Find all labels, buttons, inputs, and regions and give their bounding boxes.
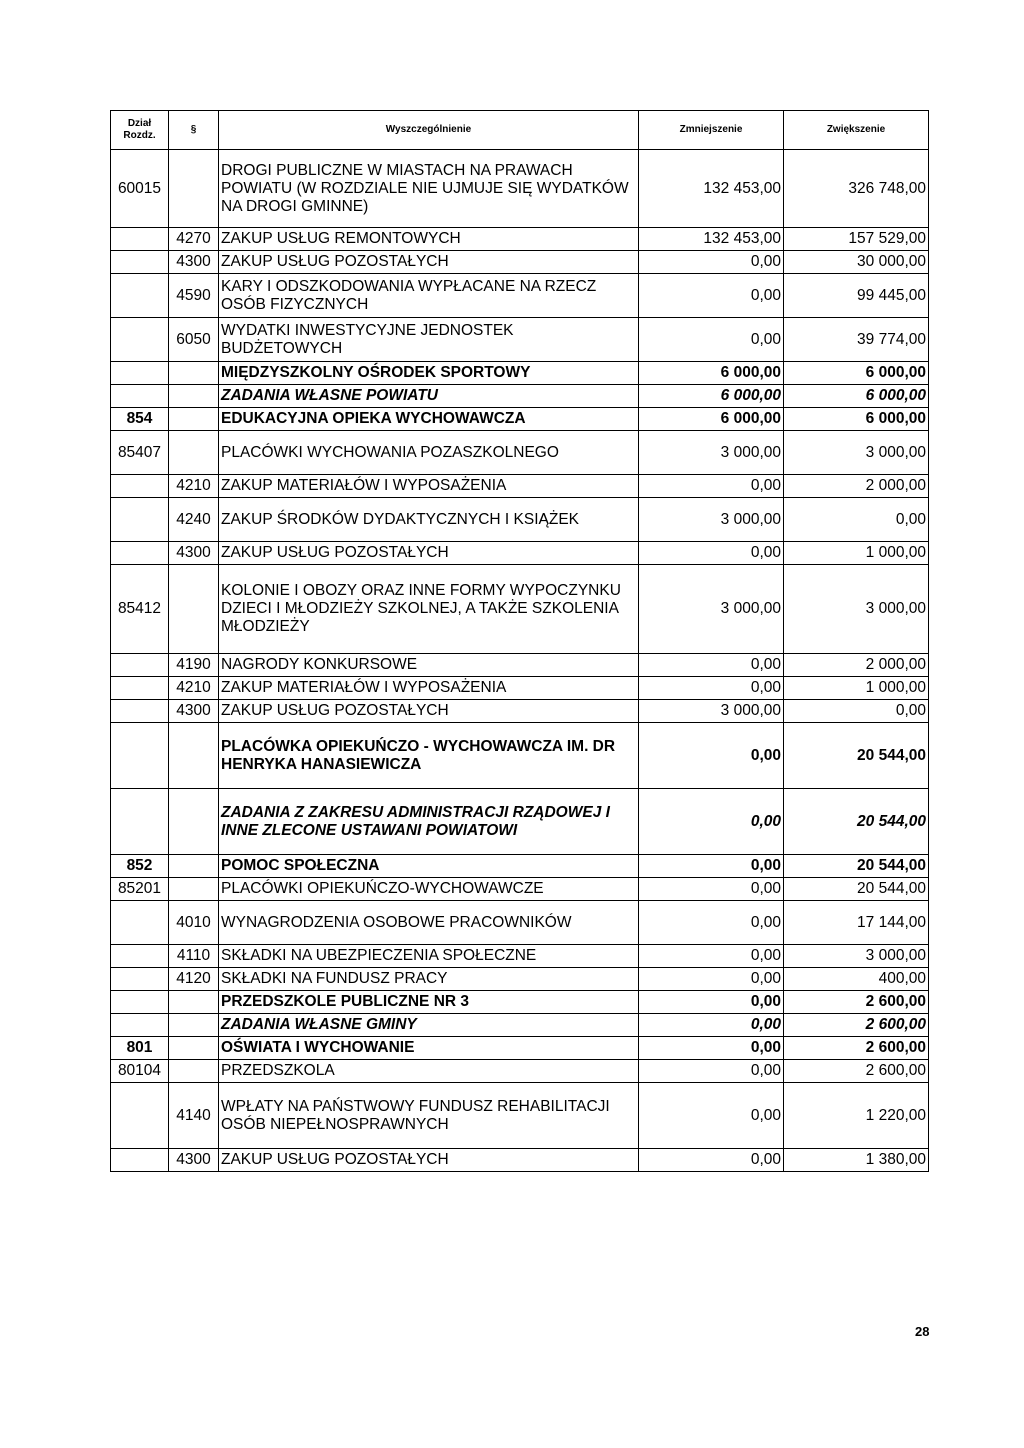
cell-paragraf — [169, 1014, 219, 1037]
cell-dzial — [111, 723, 169, 789]
cell-paragraf — [169, 991, 219, 1014]
cell-opis: ZAKUP USŁUG REMONTOWYCH — [219, 228, 639, 251]
table-row — [111, 1149, 929, 1172]
cell-zwiekszenie: 0,00 — [784, 700, 929, 723]
table-row — [111, 1037, 929, 1060]
cell-dzial — [111, 945, 169, 968]
cell-zmniejszenie: 0,00 — [639, 1037, 784, 1060]
cell-zmniejszenie: 0,00 — [639, 723, 784, 789]
table-row — [111, 968, 929, 991]
table-row — [111, 385, 929, 408]
cell-dzial — [111, 542, 169, 565]
cell-paragraf — [169, 150, 219, 228]
cell-opis: PLACÓWKI OPIEKUŃCZO-WYCHOWAWCZE — [219, 878, 639, 901]
cell-opis: PLACÓWKA OPIEKUŃCZO - WYCHOWAWCZA IM. DR HENRYKA HANASIEWICZA — [219, 723, 639, 789]
cell-opis: ZAKUP USŁUG POZOSTAŁYCH — [219, 700, 639, 723]
table-row — [111, 1014, 929, 1037]
cell-opis: DROGI PUBLICZNE W MIASTACH NA PRAWACH POWIATU (W ROZDZIALE NIE UJMUJE SIĘ WYDATKÓW NA DROGI GMINNE) — [219, 150, 639, 228]
cell-zmniejszenie: 0,00 — [639, 968, 784, 991]
cell-zmniejszenie: 0,00 — [639, 274, 784, 318]
cell-dzial — [111, 362, 169, 385]
table-row — [111, 475, 929, 498]
cell-zmniejszenie: 0,00 — [639, 1149, 784, 1172]
cell-zwiekszenie: 20 544,00 — [784, 855, 929, 878]
cell-zwiekszenie: 3 000,00 — [784, 945, 929, 968]
table-row — [111, 855, 929, 878]
cell-opis: ZAKUP USŁUG POZOSTAŁYCH — [219, 542, 639, 565]
cell-dzial: 854 — [111, 408, 169, 431]
cell-paragraf: 4300 — [169, 542, 219, 565]
cell-paragraf: 4300 — [169, 700, 219, 723]
table-row — [111, 901, 929, 945]
cell-dzial: 80104 — [111, 1060, 169, 1083]
cell-zmniejszenie: 0,00 — [639, 1060, 784, 1083]
cell-dzial: 85201 — [111, 878, 169, 901]
table-row — [111, 1083, 929, 1149]
table-row — [111, 431, 929, 475]
table-row — [111, 408, 929, 431]
cell-zwiekszenie: 1 000,00 — [784, 677, 929, 700]
cell-zwiekszenie: 2 000,00 — [784, 475, 929, 498]
header-paragraf: § — [169, 111, 219, 150]
cell-dzial — [111, 677, 169, 700]
cell-opis: ZAKUP MATERIAŁÓW I WYPOSAŻENIA — [219, 475, 639, 498]
cell-zwiekszenie: 1 220,00 — [784, 1083, 929, 1149]
cell-dzial — [111, 318, 169, 362]
cell-zwiekszenie: 39 774,00 — [784, 318, 929, 362]
cell-paragraf — [169, 385, 219, 408]
cell-zmniejszenie: 3 000,00 — [639, 700, 784, 723]
page-number: 28 — [915, 1324, 930, 1339]
cell-paragraf: 4210 — [169, 475, 219, 498]
cell-opis: ZAKUP ŚRODKÓW DYDAKTYCZNYCH I KSIĄŻEK — [219, 498, 639, 542]
cell-zwiekszenie: 6 000,00 — [784, 362, 929, 385]
cell-paragraf: 4300 — [169, 1149, 219, 1172]
cell-opis: ZADANIA WŁASNE POWIATU — [219, 385, 639, 408]
table-row — [111, 991, 929, 1014]
cell-paragraf: 4300 — [169, 251, 219, 274]
cell-opis: EDUKACYJNA OPIEKA WYCHOWAWCZA — [219, 408, 639, 431]
cell-opis: NAGRODY KONKURSOWE — [219, 654, 639, 677]
table-row — [111, 228, 929, 251]
cell-zmniejszenie: 0,00 — [639, 318, 784, 362]
cell-zwiekszenie: 20 544,00 — [784, 878, 929, 901]
cell-paragraf — [169, 408, 219, 431]
cell-zmniejszenie: 3 000,00 — [639, 431, 784, 475]
cell-opis: ZADANIA WŁASNE GMINY — [219, 1014, 639, 1037]
cell-paragraf — [169, 362, 219, 385]
cell-paragraf — [169, 565, 219, 654]
header-zmniejszenie: Zmniejszenie — [639, 111, 784, 150]
table-row — [111, 723, 929, 789]
table-row — [111, 878, 929, 901]
cell-zmniejszenie: 3 000,00 — [639, 565, 784, 654]
cell-zmniejszenie: 6 000,00 — [639, 408, 784, 431]
cell-paragraf: 4240 — [169, 498, 219, 542]
cell-zwiekszenie: 400,00 — [784, 968, 929, 991]
cell-opis: PRZEDSZKOLE PUBLICZNE NR 3 — [219, 991, 639, 1014]
cell-zwiekszenie: 3 000,00 — [784, 431, 929, 475]
cell-zmniejszenie: 6 000,00 — [639, 362, 784, 385]
cell-paragraf: 4120 — [169, 968, 219, 991]
cell-opis: ZADANIA Z ZAKRESU ADMINISTRACJI RZĄDOWEJ I INNE ZLECONE USTAWANI POWIATOWI — [219, 789, 639, 855]
cell-zwiekszenie: 20 544,00 — [784, 789, 929, 855]
cell-opis: OŚWIATA I WYCHOWANIE — [219, 1037, 639, 1060]
header-opis: Wyszczególnienie — [219, 111, 639, 150]
table-row — [111, 498, 929, 542]
cell-zmniejszenie: 0,00 — [639, 475, 784, 498]
cell-dzial — [111, 228, 169, 251]
cell-dzial: 85407 — [111, 431, 169, 475]
table-body — [111, 150, 929, 1172]
cell-zwiekszenie: 17 144,00 — [784, 901, 929, 945]
cell-dzial — [111, 251, 169, 274]
cell-zmniejszenie: 0,00 — [639, 789, 784, 855]
cell-zwiekszenie: 20 544,00 — [784, 723, 929, 789]
table-row — [111, 274, 929, 318]
cell-zmniejszenie: 6 000,00 — [639, 385, 784, 408]
cell-dzial — [111, 498, 169, 542]
table-row — [111, 150, 929, 228]
cell-paragraf: 4210 — [169, 677, 219, 700]
cell-zmniejszenie: 0,00 — [639, 542, 784, 565]
cell-paragraf — [169, 1037, 219, 1060]
cell-paragraf — [169, 789, 219, 855]
cell-opis: ZAKUP USŁUG POZOSTAŁYCH — [219, 251, 639, 274]
table-row — [111, 700, 929, 723]
cell-paragraf — [169, 855, 219, 878]
table-row — [111, 789, 929, 855]
table-row — [111, 251, 929, 274]
cell-zwiekszenie: 6 000,00 — [784, 408, 929, 431]
table-row — [111, 1060, 929, 1083]
cell-dzial — [111, 1014, 169, 1037]
cell-zmniejszenie: 0,00 — [639, 878, 784, 901]
cell-dzial: 60015 — [111, 150, 169, 228]
cell-paragraf — [169, 723, 219, 789]
cell-zwiekszenie: 2 600,00 — [784, 1060, 929, 1083]
cell-opis: KARY I ODSZKODOWANIA WYPŁACANE NA RZECZ OSÓB FIZYCZNYCH — [219, 274, 639, 318]
cell-opis: PRZEDSZKOLA — [219, 1060, 639, 1083]
cell-dzial — [111, 475, 169, 498]
cell-opis: MIĘDZYSZKOLNY OŚRODEK SPORTOWY — [219, 362, 639, 385]
cell-opis: WPŁATY NA PAŃSTWOWY FUNDUSZ REHABILITACJI OSÓB NIEPEŁNOSPRAWNYCH — [219, 1083, 639, 1149]
cell-zmniejszenie: 0,00 — [639, 855, 784, 878]
budget-table — [110, 110, 929, 1172]
cell-dzial: 85412 — [111, 565, 169, 654]
cell-dzial — [111, 789, 169, 855]
cell-zwiekszenie: 0,00 — [784, 498, 929, 542]
cell-opis: WYNAGRODZENIA OSOBOWE PRACOWNIKÓW — [219, 901, 639, 945]
cell-zmniejszenie: 0,00 — [639, 945, 784, 968]
cell-zmniejszenie: 3 000,00 — [639, 498, 784, 542]
cell-opis: PLACÓWKI WYCHOWANIA POZASZKOLNEGO — [219, 431, 639, 475]
cell-paragraf: 6050 — [169, 318, 219, 362]
cell-paragraf: 4010 — [169, 901, 219, 945]
cell-paragraf — [169, 1060, 219, 1083]
cell-zwiekszenie: 2 600,00 — [784, 991, 929, 1014]
cell-zwiekszenie: 30 000,00 — [784, 251, 929, 274]
cell-zwiekszenie: 2 600,00 — [784, 1037, 929, 1060]
cell-zmniejszenie: 0,00 — [639, 991, 784, 1014]
table-header — [111, 111, 929, 150]
cell-zmniejszenie: 0,00 — [639, 1083, 784, 1149]
cell-zmniejszenie: 0,00 — [639, 901, 784, 945]
cell-zwiekszenie: 1 000,00 — [784, 542, 929, 565]
cell-paragraf: 4270 — [169, 228, 219, 251]
cell-paragraf: 4110 — [169, 945, 219, 968]
cell-dzial — [111, 1083, 169, 1149]
cell-opis: KOLONIE I OBOZY ORAZ INNE FORMY WYPOCZYNKU DZIECI I MŁODZIEŻY SZKOLNEJ, A TAKŻE SZKOLENIA MŁODZIEŻY — [219, 565, 639, 654]
table-row — [111, 654, 929, 677]
cell-paragraf: 4590 — [169, 274, 219, 318]
header-dzial: Dział Rozdz. — [111, 111, 169, 150]
cell-dzial — [111, 968, 169, 991]
cell-dzial — [111, 654, 169, 677]
table-row — [111, 677, 929, 700]
table-row — [111, 542, 929, 565]
cell-opis: WYDATKI INWESTYCYJNE JEDNOSTEK BUDŻETOWYCH — [219, 318, 639, 362]
cell-zwiekszenie: 1 380,00 — [784, 1149, 929, 1172]
cell-dzial — [111, 274, 169, 318]
cell-zmniejszenie: 0,00 — [639, 654, 784, 677]
cell-zmniejszenie: 0,00 — [639, 251, 784, 274]
cell-opis: ZAKUP MATERIAŁÓW I WYPOSAŻENIA — [219, 677, 639, 700]
cell-dzial — [111, 901, 169, 945]
cell-zwiekszenie: 157 529,00 — [784, 228, 929, 251]
cell-dzial — [111, 385, 169, 408]
table-row — [111, 318, 929, 362]
cell-opis: POMOC SPOŁECZNA — [219, 855, 639, 878]
table-row — [111, 565, 929, 654]
cell-zwiekszenie: 2 000,00 — [784, 654, 929, 677]
cell-zmniejszenie: 0,00 — [639, 677, 784, 700]
table-row — [111, 945, 929, 968]
cell-dzial — [111, 700, 169, 723]
table-row — [111, 362, 929, 385]
cell-zmniejszenie: 132 453,00 — [639, 150, 784, 228]
header-zwiekszenie: Zwiększenie — [784, 111, 929, 150]
cell-paragraf: 4190 — [169, 654, 219, 677]
cell-dzial — [111, 1149, 169, 1172]
cell-zmniejszenie: 132 453,00 — [639, 228, 784, 251]
cell-zmniejszenie: 0,00 — [639, 1014, 784, 1037]
cell-dzial: 852 — [111, 855, 169, 878]
cell-zwiekszenie: 326 748,00 — [784, 150, 929, 228]
cell-opis: ZAKUP USŁUG POZOSTAŁYCH — [219, 1149, 639, 1172]
cell-zwiekszenie: 3 000,00 — [784, 565, 929, 654]
cell-zwiekszenie: 6 000,00 — [784, 385, 929, 408]
cell-opis: SKŁADKI NA UBEZPIECZENIA SPOŁECZNE — [219, 945, 639, 968]
cell-dzial: 801 — [111, 1037, 169, 1060]
header-row — [111, 111, 929, 150]
cell-opis: SKŁADKI NA FUNDUSZ PRACY — [219, 968, 639, 991]
cell-paragraf — [169, 878, 219, 901]
cell-zwiekszenie: 2 600,00 — [784, 1014, 929, 1037]
cell-zwiekszenie: 99 445,00 — [784, 274, 929, 318]
cell-paragraf — [169, 431, 219, 475]
cell-paragraf: 4140 — [169, 1083, 219, 1149]
cell-dzial — [111, 991, 169, 1014]
